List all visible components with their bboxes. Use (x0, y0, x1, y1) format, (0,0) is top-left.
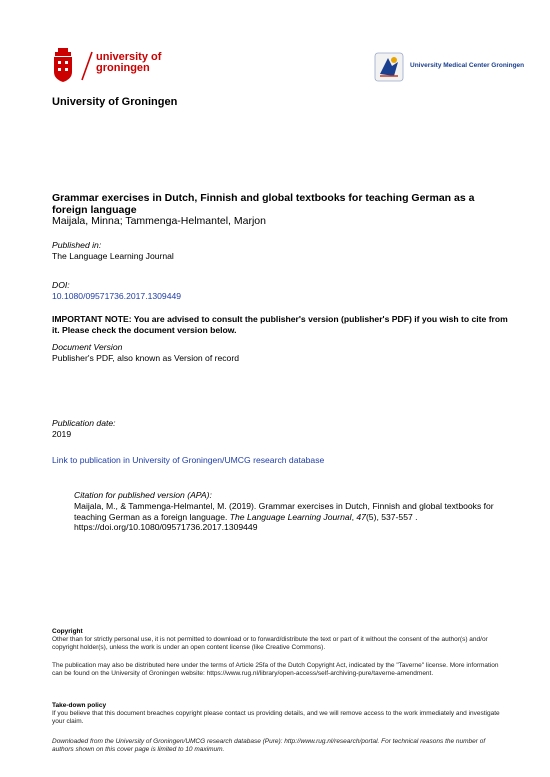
citation-text (74, 501, 514, 533)
citation-label: Citation for published version (APA): (74, 490, 212, 500)
publication-rights-text: The publication may also be distributed here under the terms of Article 25fa of the Dutch Copyright Act, indicated by the "Taverne" license. More information can be found on the University of Groningen website: https://www.rug.nl/library/open-access/self-archiving-pure/taverne-amendment. (52, 662, 499, 677)
doi-link[interactable]: 10.1080/09571736.2017.1309449 (52, 291, 182, 301)
citation-part2: , (351, 511, 357, 522)
published-in-label: Published in: (52, 240, 102, 250)
citation-journal: The Language Learning Journal (229, 511, 352, 522)
publication-date-label: Publication date: (52, 418, 116, 428)
important-note: IMPORTANT NOTE: You are advised to consult the publisher's version (publisher's PDF) if you wish to cite from it. Please check the document version below. (52, 314, 508, 335)
copyright-text: Other than for strictly personal use, it is not permitted to download or to forward/distribute the text or part of it without the consent of the author(s) and/or copyright holder(s), unless the work is under an open content license (like Creative Commons). (52, 636, 488, 651)
download-note: Downloaded from the University of Groningen/UMCG research database (Pure): http://www.rug.nl/research/portal. For technical reasons the number of authors shown on this cover page is limited to 10 maximum. (52, 738, 486, 753)
publication-date-value: 2019 (52, 429, 72, 439)
document-title: Grammar exercises in Dutch, Finnish and global textbooks for teaching German as a foreign language (52, 192, 475, 216)
rug-logo-line1: university of (96, 51, 162, 63)
citation-part3: (5), 537-557 . https://doi.org/10.1080/09571736.2017.1309449 (74, 511, 418, 532)
rug-logo (52, 48, 192, 88)
doi-label: DOI: (52, 280, 70, 290)
published-in-value: The Language Learning Journal (52, 251, 174, 261)
rug-logo-text (96, 52, 161, 74)
rug-slash-icon (80, 51, 94, 81)
rug-crest-icon (52, 48, 74, 82)
umcg-mark-icon (372, 50, 406, 84)
document-authors: Maijala, Minna; Tammenga-Helmantel, Marjon (52, 215, 266, 227)
document-version-label: Document Version (52, 342, 123, 352)
database-link[interactable]: Link to publication in University of Groningen/UMCG research database (52, 455, 325, 465)
document-version-value: Publisher's PDF, also known as Version of record (52, 353, 239, 363)
takedown-heading: Take-down policy (52, 702, 107, 709)
copyright-heading: Copyright (52, 628, 83, 635)
institution-name: University of Groningen (52, 96, 178, 108)
citation-part1: Maijala, M., & Tammenga-Helmantel, M. (2019). Grammar exercises in Dutch, Finnish and global textbooks for teaching German as a foreign language. (74, 501, 494, 522)
rug-logo-line2: groningen (96, 62, 150, 74)
umcg-logo-text: University Medical Center Groningen (410, 62, 525, 69)
citation-volume: 47 (356, 511, 366, 522)
umcg-logo (372, 50, 525, 86)
takedown-text: If you believe that this document breaches copyright please contact us providing details, and we will remove access to the work immediately and investigate your claim. (52, 710, 500, 725)
